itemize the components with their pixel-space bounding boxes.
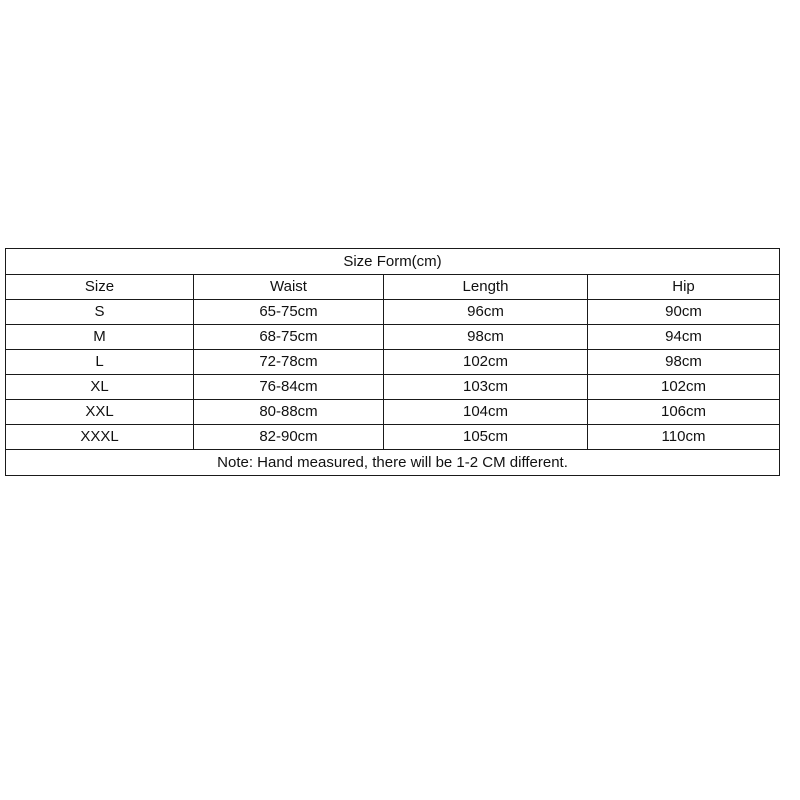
cell-length: 98cm <box>384 325 588 350</box>
cell-waist: 65-75cm <box>194 300 384 325</box>
cell-size: XL <box>6 375 194 400</box>
table-row <box>6 350 780 375</box>
table-note: Note: Hand measured, there will be 1-2 CM different. <box>6 450 780 476</box>
table-row <box>6 375 780 400</box>
header-waist: Waist <box>194 275 384 300</box>
cell-hip: 106cm <box>588 400 780 425</box>
cell-waist: 68-75cm <box>194 325 384 350</box>
size-chart-body <box>6 249 780 476</box>
table-row <box>6 325 780 350</box>
cell-hip: 90cm <box>588 300 780 325</box>
cell-waist: 72-78cm <box>194 350 384 375</box>
cell-hip: 110cm <box>588 425 780 450</box>
cell-size: L <box>6 350 194 375</box>
cell-length: 103cm <box>384 375 588 400</box>
table-title-row <box>6 249 780 275</box>
table-header-row <box>6 275 780 300</box>
cell-length: 102cm <box>384 350 588 375</box>
header-hip: Hip <box>588 275 780 300</box>
cell-waist: 80-88cm <box>194 400 384 425</box>
table-row <box>6 300 780 325</box>
table-row <box>6 425 780 450</box>
cell-size: M <box>6 325 194 350</box>
cell-length: 104cm <box>384 400 588 425</box>
cell-length: 96cm <box>384 300 588 325</box>
table-row <box>6 400 780 425</box>
cell-length: 105cm <box>384 425 588 450</box>
cell-waist: 82-90cm <box>194 425 384 450</box>
cell-size: XXXL <box>6 425 194 450</box>
size-chart-table <box>5 248 780 476</box>
cell-hip: 94cm <box>588 325 780 350</box>
table-title: Size Form(cm) <box>6 249 780 275</box>
cell-hip: 102cm <box>588 375 780 400</box>
cell-size: S <box>6 300 194 325</box>
header-size: Size <box>6 275 194 300</box>
cell-waist: 76-84cm <box>194 375 384 400</box>
table-note-row <box>6 450 780 476</box>
cell-size: XXL <box>6 400 194 425</box>
header-length: Length <box>384 275 588 300</box>
cell-hip: 98cm <box>588 350 780 375</box>
